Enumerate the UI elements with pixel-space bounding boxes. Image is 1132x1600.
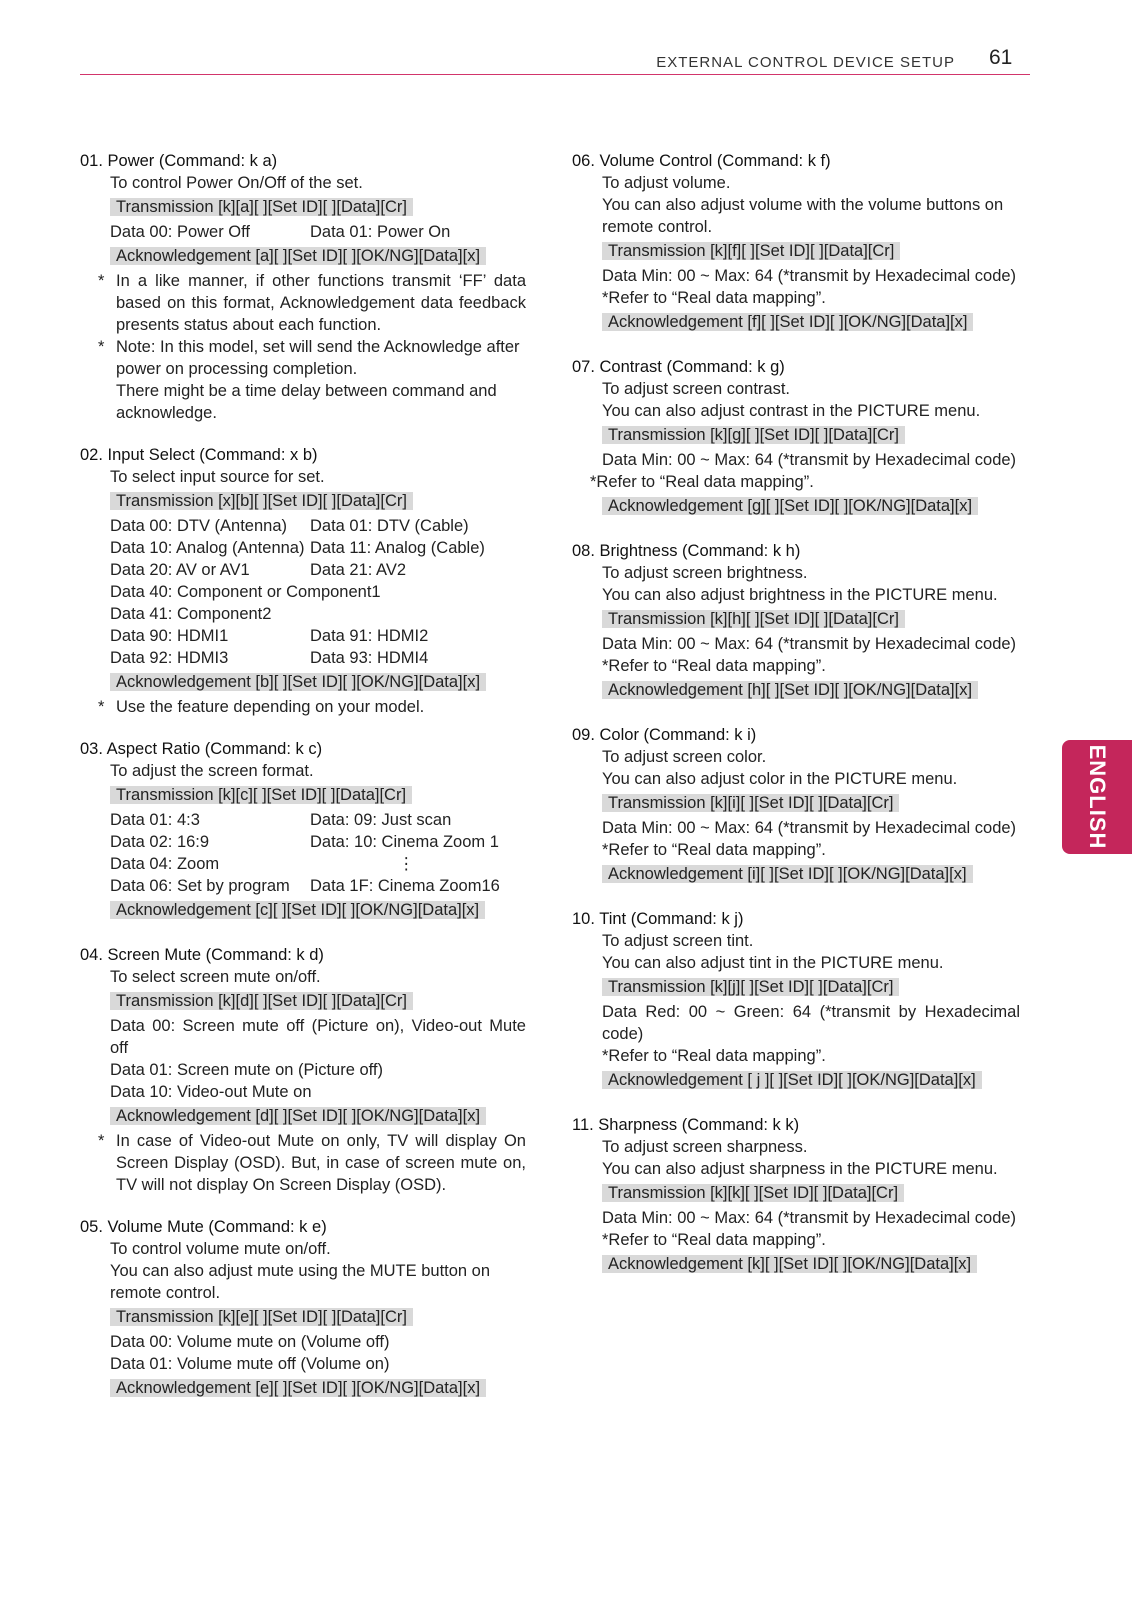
section-description: To adjust volume. bbox=[602, 174, 731, 192]
section-description: You can also adjust mute using the MUTE button on remote control. bbox=[110, 1262, 491, 1302]
note-text: There might be a time delay between command and acknowledge. bbox=[116, 382, 497, 422]
transmission-code: Transmission [k][e][ ][Set ID][ ][Data][Cr] bbox=[110, 1308, 413, 1326]
data-value: Data 21: AV2 bbox=[310, 561, 407, 579]
section-color bbox=[572, 724, 1020, 888]
reference-note: *Refer to “Real data mapping”. bbox=[602, 1047, 826, 1065]
transmission-code: Transmission [k][c][ ][Set ID][ ][Data][Cr] bbox=[110, 786, 412, 804]
data-value: Data 04: Zoom bbox=[110, 855, 220, 873]
data-value: Data 11: Analog (Cable) bbox=[310, 539, 485, 557]
data-values bbox=[110, 809, 526, 897]
section-description: You can also adjust volume with the volume buttons on remote control. bbox=[602, 196, 1004, 236]
data-range: Data Min: 00 ~ Max: 64 (*transmit by Hexadecimal code) bbox=[602, 819, 1017, 837]
section-description: To adjust screen tint. bbox=[602, 932, 754, 950]
data-value: Data 00: Screen mute off (Picture on), Video-out Mute off bbox=[110, 1017, 526, 1057]
transmission-code: Transmission [x][b][ ][Set ID][ ][Data][Cr] bbox=[110, 492, 413, 510]
acknowledgement-code: Acknowledgement [i][ ][Set ID][ ][OK/NG][Data][x] bbox=[602, 865, 973, 883]
acknowledgement-code: Acknowledgement [h][ ][Set ID][ ][OK/NG][Data][x] bbox=[602, 681, 978, 699]
transmission-code: Transmission [k][j][ ][Set ID][ ][Data][Cr] bbox=[602, 978, 899, 996]
section-description: You can also adjust contrast in the PICTURE menu. bbox=[602, 402, 981, 420]
acknowledgement-code: Acknowledgement [ j ][ ][Set ID][ ][OK/NG][Data][x] bbox=[602, 1071, 982, 1089]
section-title: 05. Volume Mute (Command: k e) bbox=[80, 1218, 327, 1236]
section-description: To select input source for set. bbox=[110, 468, 325, 486]
acknowledgement-code: Acknowledgement [e][ ][Set ID][ ][OK/NG][Data][x] bbox=[110, 1379, 486, 1397]
data-value: Data 00: DTV (Antenna) bbox=[110, 517, 288, 535]
section-title: 11. Sharpness (Command: k k) bbox=[572, 1116, 800, 1134]
section-contrast bbox=[572, 356, 1020, 520]
section-title: 10. Tint (Command: k j) bbox=[572, 910, 744, 928]
reference-note: *Refer to “Real data mapping”. bbox=[590, 473, 814, 491]
note-text: In case of Video-out Mute on only, TV will display On Screen Display (OSD). But, in case of screen mute on, TV will not display On Screen Display (OSD). bbox=[116, 1132, 526, 1194]
reference-note: *Refer to “Real data mapping”. bbox=[602, 1231, 826, 1249]
section-aspect-ratio bbox=[80, 738, 526, 924]
section-description: To control Power On/Off of the set. bbox=[110, 174, 363, 192]
data-value: Data: 10: Cinema Zoom 1 bbox=[310, 833, 499, 851]
transmission-code: Transmission [k][d][ ][Set ID][ ][Data][Cr] bbox=[110, 992, 413, 1010]
data-range: Data Min: 00 ~ Max: 64 (*transmit by Hexadecimal code) bbox=[602, 1209, 1017, 1227]
section-description: You can also adjust tint in the PICTURE menu. bbox=[602, 954, 944, 972]
data-value: Data 01: Volume mute off (Volume on) bbox=[110, 1355, 390, 1373]
data-values bbox=[110, 515, 526, 669]
data-value: Data: 09: Just scan bbox=[310, 811, 452, 829]
section-description: You can also adjust sharpness in the PICTURE menu. bbox=[602, 1160, 998, 1178]
section-screen-mute bbox=[80, 944, 526, 1196]
section-description: To adjust screen brightness. bbox=[602, 564, 808, 582]
section-tint bbox=[572, 908, 1020, 1094]
data-range: Data Red: 00 ~ Green: 64 (*transmit by Hexadecimal code) bbox=[602, 1003, 1020, 1043]
data-value: Data 01: 4:3 bbox=[110, 811, 200, 829]
note: * Use the feature depending on your model. bbox=[98, 698, 425, 716]
section-description: You can also adjust color in the PICTURE menu. bbox=[602, 770, 958, 788]
note-text: In a like manner, if other functions transmit ‘FF’ data based on this format, Acknowledgement data feedback presents status about each function. bbox=[116, 272, 526, 334]
data-value: Data 00: Power Off bbox=[110, 223, 251, 241]
left-column bbox=[80, 150, 526, 1422]
section-title: 04. Screen Mute (Command: k d) bbox=[80, 946, 324, 964]
acknowledgement-code: Acknowledgement [k][ ][Set ID][ ][OK/NG][Data][x] bbox=[602, 1255, 977, 1273]
section-description: To adjust the screen format. bbox=[110, 762, 314, 780]
section-description: You can also adjust brightness in the PICTURE menu. bbox=[602, 586, 998, 604]
data-value: Data 90: HDMI1 bbox=[110, 627, 229, 645]
section-title: 02. Input Select (Command: x b) bbox=[80, 446, 318, 464]
transmission-code: Transmission [k][f][ ][Set ID][ ][Data][Cr] bbox=[602, 242, 900, 260]
header-title: EXTERNAL CONTROL DEVICE SETUP bbox=[656, 54, 955, 71]
acknowledgement-code: Acknowledgement [c][ ][Set ID][ ][OK/NG][Data][x] bbox=[110, 901, 485, 919]
data-range: Data Min: 00 ~ Max: 64 (*transmit by Hexadecimal code) bbox=[602, 635, 1017, 653]
data-value: Data 20: AV or AV1 bbox=[110, 561, 250, 579]
section-brightness bbox=[572, 540, 1020, 704]
data-range: Data Min: 00 ~ Max: 64 (*transmit by Hexadecimal code) bbox=[602, 267, 1017, 285]
page-header bbox=[80, 48, 1030, 75]
section-input-select bbox=[80, 444, 526, 718]
data-value: Data 1F: Cinema Zoom16 bbox=[310, 877, 500, 895]
section-title: 06. Volume Control (Command: k f) bbox=[572, 152, 831, 170]
section-volume-mute bbox=[80, 1216, 526, 1402]
section-description: To control volume mute on/off. bbox=[110, 1240, 331, 1258]
transmission-code: Transmission [k][a][ ][Set ID][ ][Data][Cr] bbox=[110, 198, 413, 216]
section-title: 01. Power (Command: k a) bbox=[80, 152, 278, 170]
language-tab bbox=[1062, 740, 1132, 854]
acknowledgement-code: Acknowledgement [b][ ][Set ID][ ][OK/NG][Data][x] bbox=[110, 673, 486, 691]
data-value: Data 93: HDMI4 bbox=[310, 649, 429, 667]
data-value: Data 10: Analog (Antenna) bbox=[110, 539, 305, 557]
section-title: 09. Color (Command: k i) bbox=[572, 726, 757, 744]
reference-note: *Refer to “Real data mapping”. bbox=[602, 289, 826, 307]
language-tab-label: ENGLISH bbox=[1085, 744, 1110, 850]
data-range: Data Min: 00 ~ Max: 64 (*transmit by Hexadecimal code) bbox=[602, 451, 1017, 469]
section-description: To select screen mute on/off. bbox=[110, 968, 321, 986]
note-text: Note: In this model, set will send the Acknowledge after power on processing completion. bbox=[116, 338, 520, 378]
reference-note: *Refer to “Real data mapping”. bbox=[602, 841, 826, 859]
data-value: Data 00: Volume mute on (Volume off) bbox=[110, 1333, 390, 1351]
reference-note: *Refer to “Real data mapping”. bbox=[602, 657, 826, 675]
transmission-code: Transmission [k][i][ ][Set ID][ ][Data][Cr] bbox=[602, 794, 899, 812]
acknowledgement-code: Acknowledgement [a][ ][Set ID][ ][OK/NG][Data][x] bbox=[110, 247, 486, 265]
section-description: To adjust screen contrast. bbox=[602, 380, 791, 398]
data-value: Data 91: HDMI2 bbox=[310, 627, 429, 645]
transmission-code: Transmission [k][k][ ][Set ID][ ][Data][Cr] bbox=[602, 1184, 904, 1202]
section-title: 08. Brightness (Command: k h) bbox=[572, 542, 801, 560]
data-value: Data 41: Component2 bbox=[110, 605, 272, 623]
data-value: Data 06: Set by program bbox=[110, 877, 290, 895]
note-text: Use the feature depending on your model. bbox=[116, 698, 425, 716]
section-title: 03. Aspect Ratio (Command: k c) bbox=[80, 740, 323, 758]
data-value: Data 01: Power On bbox=[310, 223, 451, 241]
note: * In case of Video-out Mute on only, TV will display On Screen Display (OSD). But, in case of screen mute on, TV will not display On Screen Display (OSD). bbox=[98, 1132, 526, 1194]
acknowledgement-code: Acknowledgement [g][ ][Set ID][ ][OK/NG][Data][x] bbox=[602, 497, 978, 515]
data-value: Data 01: DTV (Cable) bbox=[310, 517, 469, 535]
acknowledgement-code: Acknowledgement [d][ ][Set ID][ ][OK/NG][Data][x] bbox=[110, 1107, 486, 1125]
transmission-code: Transmission [k][h][ ][Set ID][ ][Data][Cr] bbox=[602, 610, 905, 628]
section-description: To adjust screen sharpness. bbox=[602, 1138, 808, 1156]
acknowledgement-code: Acknowledgement [f][ ][Set ID][ ][OK/NG][Data][x] bbox=[602, 313, 973, 331]
data-value: Data 10: Video-out Mute on bbox=[110, 1083, 312, 1101]
data-value: Data 40: Component or Component1 bbox=[110, 583, 381, 601]
note: * Note: In this model, set will send the Acknowledge after power on processing completion. bbox=[98, 338, 520, 378]
page-number: 61 bbox=[989, 46, 1013, 69]
data-value: Data 02: 16:9 bbox=[110, 833, 210, 851]
data-value: Data 01: Screen mute on (Picture off) bbox=[110, 1061, 383, 1079]
data-values bbox=[110, 221, 526, 243]
right-column bbox=[572, 150, 1020, 1298]
section-title: 07. Contrast (Command: k g) bbox=[572, 358, 785, 376]
data-value: Data 92: HDMI3 bbox=[110, 649, 229, 667]
section-sharpness bbox=[572, 1114, 1020, 1278]
transmission-code: Transmission [k][g][ ][Set ID][ ][Data][Cr] bbox=[602, 426, 905, 444]
section-volume-control bbox=[572, 150, 1020, 336]
section-description: To adjust screen color. bbox=[602, 748, 767, 766]
continuation-dots: ⋮ bbox=[398, 855, 415, 873]
section-power bbox=[80, 150, 526, 424]
note: * In a like manner, if other functions transmit ‘FF’ data based on this format, Acknowledgement data feedback presents status about each function. bbox=[98, 272, 526, 334]
